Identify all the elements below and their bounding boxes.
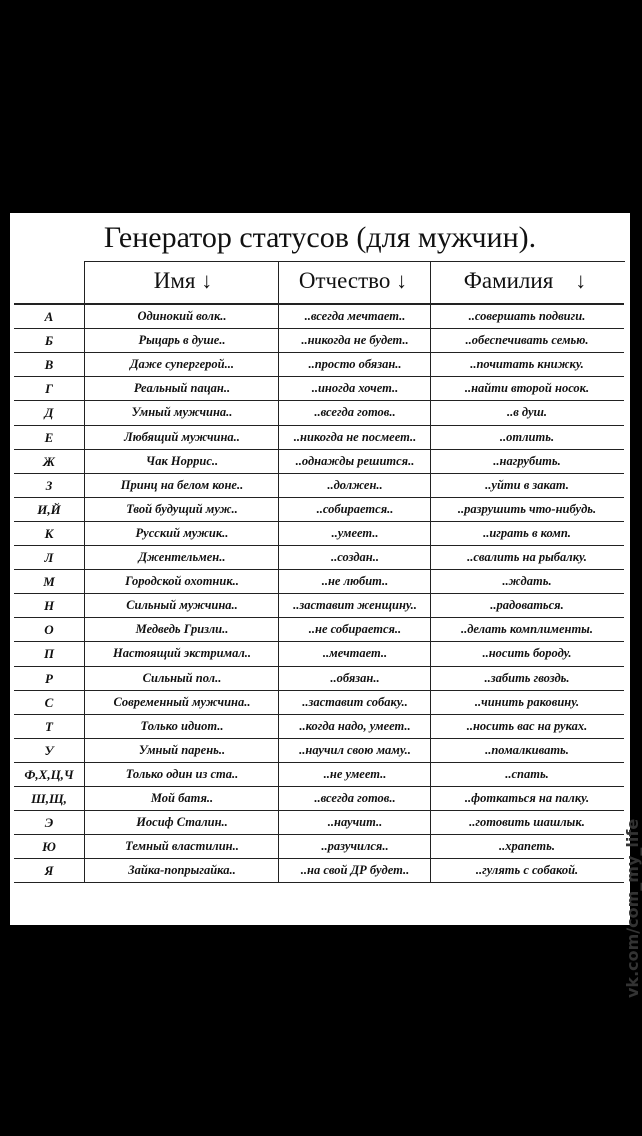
header-patronymic [278,263,428,299]
cell-surname: ..свалить на рыбалку. [467,550,587,564]
cell-patronymic: ..всегда мечтает.. [304,309,406,323]
cell-surname: ..забить гвоздь. [484,670,570,685]
cell-letter: М [43,574,55,590]
cell-name: Джентельмен.. [138,550,226,564]
cell-surname: ..чинить раковину. [474,694,580,709]
cell-patronymic: ..собирается.. [316,501,394,516]
cell-letter: К [44,525,54,541]
cell-patronymic: ..обязан.. [330,670,380,685]
cell-patronymic: ..заставит женщину.. [293,598,417,613]
cell-surname: ..ждать. [502,574,552,589]
cell-letter: Е [44,429,54,445]
cell-patronymic: ..когда надо, умеет.. [299,718,411,733]
cell-name: Современный мужчина.. [113,694,251,709]
cell-patronymic: ..иногда хочет.. [311,381,399,396]
cell-name: Сильный пол.. [142,670,222,685]
cell-surname: ..отлить. [499,429,555,444]
cell-patronymic: ..создан.. [331,550,379,564]
cell-letter: О [44,622,54,638]
cell-letter: Ж [43,453,55,469]
watermark-text: vk.com/com_my_life [623,818,642,998]
watermark [593,773,642,1013]
header-name-label: Имя [153,268,196,293]
cell-letter: Л [44,550,54,565]
cell-surname: ..готовить шашлык. [469,815,585,830]
cell-letter: В [44,357,54,373]
column-divider [84,261,85,883]
cell-patronymic: ..не любит.. [321,574,389,589]
cell-surname: ..гулять с собакой. [475,863,579,878]
cell-surname: ..радоваться. [490,598,564,613]
cell-surname: ..спать. [505,766,549,781]
cell-patronymic: ..никогда не посмеет.. [293,429,417,444]
cell-name: Русский мужик.. [135,525,229,540]
cell-surname: ..помалкивать. [485,742,569,757]
cell-name: Твой будущий муж.. [126,501,238,516]
cell-patronymic: ..никогда не будет.. [301,333,409,348]
header-surname [430,263,620,299]
cell-name: Мой батя.. [150,791,214,805]
cell-name: Умный мужчина.. [131,405,233,420]
title-divider [85,261,625,262]
cell-letter: Т [45,718,53,734]
cell-surname: ..совершать подвиги. [468,309,586,323]
cell-patronymic: ..разучился.. [321,839,389,854]
table-title: Генератор статусов (для мужчин). [103,221,537,254]
arrow-down-icon: ↓ [575,268,587,293]
cell-name: Любящий мужчина.. [124,429,240,444]
cell-name: Зайка-попрыгайка.. [128,863,236,878]
cell-letter: И,Й [37,501,61,517]
cell-patronymic: ..всегда готов.. [314,791,396,805]
cell-surname: ..в душ. [506,405,548,420]
cell-surname: ..обеспечивать семью. [465,333,589,348]
cell-surname: ..храпеть. [499,839,555,854]
cell-letter: С [44,694,54,710]
cell-name: Даже супергерой... [130,357,234,372]
cell-name: Чак Норрис.. [145,453,219,468]
cell-letter: У [44,742,54,758]
cell-patronymic: ..научил свою маму.. [299,742,411,757]
cell-letter: Ш,Щ, [31,791,67,806]
cell-patronymic: ..научит.. [327,815,383,830]
cell-letter: Б [44,333,54,349]
status-generator-table [10,213,642,998]
cell-surname: ..почитать книжку. [470,357,584,372]
arrow-down-icon: ↓ [201,268,213,293]
cell-surname: ..фоткаться на палку. [464,791,590,805]
cell-letter: Ю [42,839,56,855]
cell-patronymic: ..не умеет.. [323,766,387,781]
header-name [88,263,278,299]
cell-letter: Д [44,405,54,421]
cell-patronymic: ..всегда готов.. [314,405,396,420]
cell-patronymic: ..должен.. [327,477,383,492]
cell-patronymic: ..просто обязан.. [308,357,402,372]
cell-surname: ..разрушить что-нибудь. [457,501,597,516]
row-divider [14,882,624,883]
cell-letter: З [45,477,53,493]
cell-surname: ..играть в комп. [483,525,571,540]
arrow-down-icon: ↓ [396,268,408,293]
cell-name: Только идиот.. [140,718,224,733]
cell-name: Городской охотник.. [125,574,239,589]
column-divider [278,261,279,883]
header-patronymic-label: Отчество [298,268,391,293]
cell-letter: А [44,309,54,324]
header-surname-label: Фамилия [463,268,554,293]
cell-name: Принц на белом коне.. [120,477,244,492]
cell-surname: ..найти второй носок. [464,381,590,396]
header-divider [14,303,624,305]
cell-name: Умный парень.. [138,742,226,757]
cell-patronymic: ..не собирается.. [308,622,402,637]
cell-letter: Ф,Х,Ц,Ч [24,766,74,782]
cell-patronymic: ..однажды решится.. [295,453,415,468]
cell-name: Реальный пацан.. [133,381,231,396]
cell-letter: Н [43,598,55,614]
cell-patronymic: ..мечтает.. [322,646,388,661]
cell-letter: Э [44,815,54,831]
cell-patronymic: ..умеет.. [331,525,379,540]
cell-surname: ..делать комплименты. [460,622,593,637]
cell-letter: Я [44,863,54,879]
cell-name: Иосиф Сталин.. [136,815,228,830]
cell-name: Темный властилин.. [125,839,239,854]
cell-surname: ..носить бороду. [482,646,572,661]
cell-surname: ..нагрубить. [493,453,561,468]
cell-letter: Р [45,670,53,686]
cell-letter: Г [45,381,53,397]
cell-surname: ..уйти в закат. [485,477,569,492]
cell-name: Медведь Гризли.. [135,622,229,637]
cell-name: Рыцарь в душе.. [138,333,226,348]
column-divider [430,261,431,883]
cell-patronymic: ..заставит собаку.. [302,694,408,709]
cell-name: Сильный мужчина.. [126,598,238,613]
cell-name: Только один из ста.. [125,766,239,781]
cell-letter: П [43,646,55,662]
cell-patronymic: ..на свой ДР будет.. [300,863,410,878]
cell-name: Одинокий волк.. [137,309,227,323]
cell-surname: ..носить вас на руках. [466,718,588,733]
cell-name: Настоящий экстримал.. [112,646,252,661]
